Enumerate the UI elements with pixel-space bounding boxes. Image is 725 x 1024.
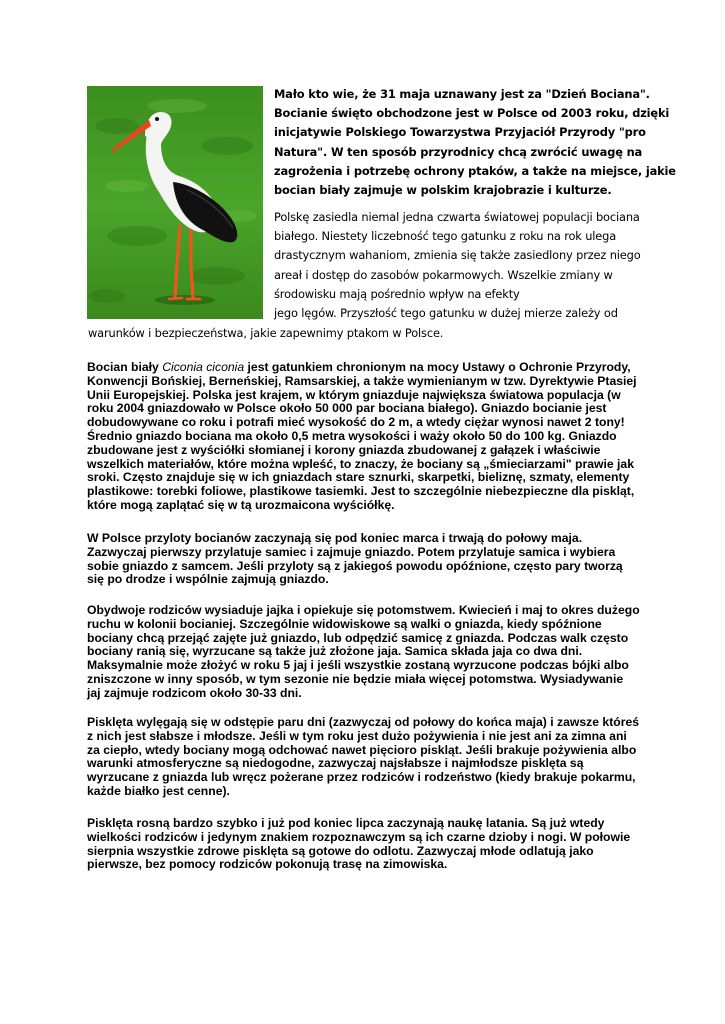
paragraph-line: dobudowywane co roku i potrafi mieć wysokość do 2 m, a wtedy ciężar wynosi nawet 2 tony!: [87, 415, 625, 430]
paragraph-line: wyrzucane z gniazda lub wręcz pożerane przez rodziców i rodzeństwo (kiedy brakuje pokarmu,: [87, 770, 636, 785]
paragraph-line: roku 2004 gniazdowało w Polsce około 50 000 par bociana białego). Gniazdo bocianie jest: [87, 401, 607, 416]
intro-bold-line: inicjatywie Polskiego Towarzystwa Przyjaciół Przyrody "pro: [274, 125, 646, 140]
paragraph-line: pierwsze, bez pomocy rodziców pokonują trasę na zimowiska.: [87, 857, 448, 872]
paragraph-line: jaj zajmuje rodzicom około 30-33 dni.: [87, 685, 302, 700]
paragraph-line: każde białko jest cenne).: [87, 783, 230, 798]
intro-bold-line: Mało kto wie, że 31 maja uznawany jest za "Dzień Bociana".: [274, 87, 650, 101]
latin-name: Ciconia ciconia: [162, 360, 245, 374]
paragraph-line: Pisklęta wylęgają się w odstępie paru dni (zazwyczaj od połowy do końca maja) i zawsze któreś: [87, 715, 639, 729]
intro-normal-line: środowisku mają pośrednio wpływ na efekty: [274, 286, 520, 301]
paragraph-line: wielkości rodziców i jedynym znakiem rozpoznawczym są ich czarne dzioby i nogi. W połowie: [87, 829, 631, 844]
paragraph-1: [87, 361, 647, 513]
paragraph-line: zniszczone w inny sposób, w tym sezonie nie będzie miała więcej potomstwa. Wysiadywanie: [87, 671, 624, 686]
paragraph-line: z nich jest słabsze i młodsze. Jeśli w tym roku jest dużo pożywienia i nie jest ani za zimna ani: [87, 728, 627, 743]
paragraph-line: bociany chcą przejąć zajęte już gniazdo, lub odpędzić samicę z gniazda. Podczas walk często: [87, 630, 629, 645]
paragraph-2: [87, 532, 647, 587]
intro-normal-line: jego lęgów. Przyszłość tego gatunku w dużej mierze zależy od: [274, 306, 618, 321]
paragraph-line: plastikowe: torebki foliowe, plastikowe tasiemki. Jest to szczególnie niebezpieczne dla piskląt,: [87, 484, 635, 499]
paragraph-line: zbudowane jest z wyściółki słomianej i korony gniazda zbudowanej z gałązek i właściwie: [87, 442, 601, 457]
paragraph-5: [87, 817, 647, 872]
paragraph-line: za ciepło, wtedy bociany mogą odchować nawet pięcioro piskląt. Jeśli brakuje pożywienia albo: [87, 742, 637, 757]
intro-bold-line: Bocianie święto obchodzone jest w Polsce od 2003 roku, dzięki: [274, 106, 670, 121]
intro-bold-text: [274, 85, 676, 200]
paragraph-line: Maksymalnie może złożyć w roku 5 jaj i jeśli wszystkie zostaną wyrzucone podczas bójki albo: [87, 658, 629, 673]
intro-normal-line: drastycznym wahaniom, zmienia się także zasiedlony przez niego: [274, 248, 641, 263]
paragraph-line: bociany ranią się, wyrzucane są także już złożone jaja. Samica składa jaja co dwa dni.: [87, 644, 583, 659]
paragraph-line: Pisklęta rosną bardzo szybko i już pod koniec lipca zaczynają naukę latania. Są już wtedy: [87, 816, 605, 830]
paragraph-line: ruchu w kolonii bocianiej. Szczególnie widowiskowe są walki o gniazda, kiedy spóźnione: [87, 616, 602, 631]
paragraph-line: W Polsce przyloty bocianów zaczynają się pod koniec marca i trwają do połowy maja.: [87, 531, 583, 545]
intro-bold-line: Natura". W ten sposób przyrodnicy chcą zwrócić uwagę na: [274, 144, 643, 159]
paragraph-line: się po drodze i wspólnie zajmują gniazdo.: [87, 572, 329, 587]
paragraph-line: Konwencji Bońskiej, Berneńskiej, Ramsarskiej, a także wymienianym w tzw. Dyrektywie Ptasiej: [87, 373, 637, 388]
paragraph-line: sroki. Często znajduje się w ich gniazdach stare sznurki, skarpetki, bieliznę, szmaty, elementy: [87, 470, 630, 485]
intro-normal-last-line: warunków i bezpieczeństwa, jakie zapewnimy ptakom w Polsce.: [88, 326, 444, 340]
paragraph-line: Średnio gniazdo bociana ma około 0,5 metra wysokości i waży około 50 do 100 kg. Gniazdo: [87, 428, 617, 443]
paragraph-line: Unii Europejskiej. Polska jest krajem, w którym gniazduje największa światowa populacja (w: [87, 387, 621, 402]
paragraph-line: sierpnia wszystkie zdrowe pisklęta są gotowe do odlotu. Zazwyczaj młode odlatują jako: [87, 843, 594, 858]
paragraph-line: Obydwoje rodziców wysiaduje jajka i opiekuje się potomstwem. Kwiecień i maj to okres dużego: [87, 603, 640, 617]
intro-bold-line: zagrożenia i potrzebę ochrony ptaków, a także na miejsce, jakie: [274, 163, 676, 178]
bold-lead: Bocian biały: [87, 360, 163, 374]
bold-rest: jest gatunkiem chronionym na mocy Ustawy o Ochronie Przyrody,: [244, 360, 631, 374]
paragraph-line: wszelkich materiałów, które można wpleść, to znaczy, że bociany są „śmieciarzami" prawie jak: [87, 456, 634, 471]
paragraph-4: [87, 716, 647, 799]
paragraph-line: Zazwyczaj pierwszy przylatuje samiec i zajmuje gniazdo. Potem przylatuje samica i wybiera: [87, 544, 616, 559]
stork-photo: [87, 86, 263, 319]
paragraph-3: [87, 604, 647, 701]
paragraph-line: sobie gniazdo z samcem. Jeśli przyloty są z jakiegoś powodu opóźnione, często pary tworzą: [87, 558, 623, 573]
intro-normal-line: białego. Niestety liczebność tego gatunku z roku na rok ulega: [274, 229, 617, 244]
intro-normal-line: Polskę zasiedla niemal jedna czwarta światowej populacji bociana: [274, 210, 640, 224]
paragraph-line: [87, 361, 647, 375]
intro-normal-line: areał i dostęp do zasobów pokarmowych. Wszelkie zmiany w: [274, 267, 613, 282]
paragraph-line: które mogą zaplątać się w tą urozmaicona wyściółkę.: [87, 497, 395, 512]
paragraph-line: warunki atmosferyczne są niedogodne, zazwyczaj najsłabsze i najmłodsze pisklęta są: [87, 756, 584, 771]
intro-normal-text: [274, 208, 674, 323]
intro-bold-line: bocian biały zajmuje w polskim krajobrazie i kulturze.: [274, 183, 612, 198]
